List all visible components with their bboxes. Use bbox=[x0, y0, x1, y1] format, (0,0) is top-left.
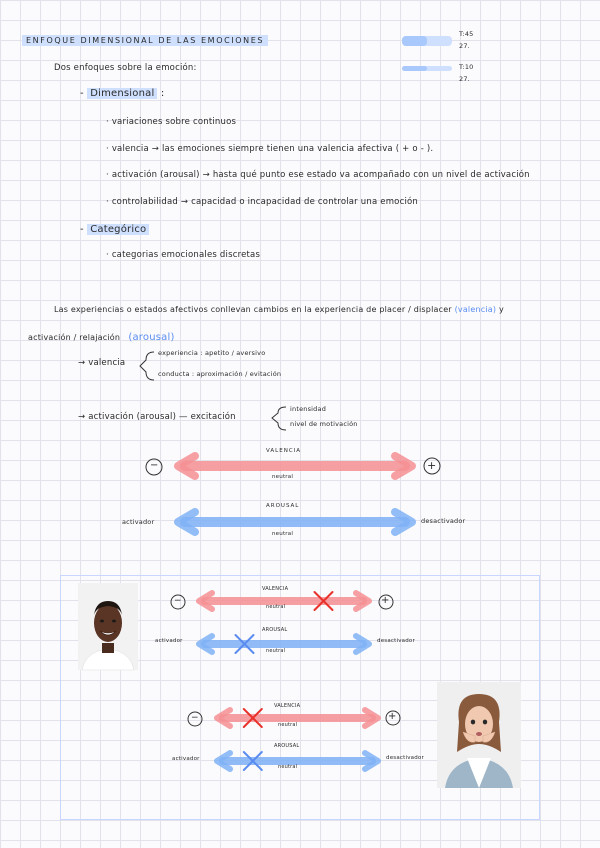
dimensional-bullet-3: · activación (arousal) → hasta qué punto ese estado va acompañado con un nivel de activación bbox=[106, 170, 530, 180]
arousal-tag: (arousal) bbox=[128, 332, 175, 343]
valencia-scale-title: VALENCIA bbox=[266, 448, 302, 454]
example1-valencia-title: VALENCIA bbox=[262, 586, 289, 592]
example1-valencia-neutral: neutral bbox=[266, 604, 286, 610]
example2-minus: − bbox=[191, 713, 199, 723]
time-2-label: T:10 bbox=[459, 63, 474, 71]
valencia-branch-1: experiencia : apetito / aversivo bbox=[158, 349, 266, 357]
time-1-percent: 27. bbox=[459, 42, 470, 50]
intro-text: Dos enfoques sobre la emoción: bbox=[54, 63, 197, 73]
paragraph-text-2: activación / relajación bbox=[28, 333, 121, 342]
time-1-label: T:45 bbox=[459, 30, 474, 38]
activacion-label-text: activación (arousal) — excitación bbox=[88, 412, 236, 422]
bullet-text: categorias emocionales discretas bbox=[111, 250, 261, 260]
categorico-heading-label: Categórico bbox=[87, 224, 149, 235]
arousal-left-label: activador bbox=[122, 518, 155, 526]
bullet-text: variaciones sobre continuos bbox=[111, 117, 237, 127]
categorico-heading: - Categórico bbox=[80, 224, 149, 235]
dimensional-heading: - Dimensional : bbox=[80, 88, 165, 99]
valencia-tag: (valencia) bbox=[454, 305, 497, 314]
valencia-tree-label: → valencia bbox=[78, 358, 126, 368]
time-2-percent: 27. bbox=[459, 75, 470, 83]
bullet-text: valencia → las emociones siempre tienen una valencia afectiva ( + o - ). bbox=[111, 144, 434, 154]
example1-minus: − bbox=[174, 596, 182, 606]
example1-left-label: activador bbox=[155, 638, 183, 644]
example2-arousal-title: AROUSAL bbox=[274, 743, 300, 749]
example1-right-label: desactivador bbox=[377, 638, 415, 644]
paragraph-text: Las experiencias o estados afectivos conllevan cambios en la experiencia de placer / displacer bbox=[54, 305, 452, 314]
dimensional-bullet-4: · controlabilidad → capacidad o incapacidad de controlar una emoción bbox=[106, 197, 419, 207]
arousal-right-label: desactivador bbox=[421, 517, 466, 525]
valencia-branch-2: conducta : aproximación / evitación bbox=[158, 370, 282, 378]
dimensional-heading-label: Dimensional bbox=[87, 88, 157, 99]
categorico-bullet-1: · categorias emocionales discretas bbox=[106, 250, 261, 260]
example1-arousal-neutral: neutral bbox=[266, 648, 286, 654]
dimensional-bullet-1: · variaciones sobre continuos bbox=[106, 117, 237, 127]
arousal-scale-neutral: neutral bbox=[272, 531, 294, 537]
bullet-text: controlabilidad → capacidad o incapacidad de controlar una emoción bbox=[111, 197, 419, 207]
plus-symbol: + bbox=[427, 459, 437, 472]
example2-right-label: desactivador bbox=[386, 755, 424, 761]
activacion-branch-1: intensidad bbox=[290, 405, 327, 413]
example2-plus: + bbox=[388, 711, 397, 722]
activacion-tree-label: → activación (arousal) — excitación bbox=[78, 412, 236, 422]
bullet-text: activación (arousal) → hasta qué punto ese estado va acompañado con un nivel de activación bbox=[111, 170, 530, 180]
arousal-scale-title: AROUSAL bbox=[266, 503, 300, 509]
dimensional-bullet-2: · valencia → las emociones siempre tienen una valencia afectiva ( + o - ). bbox=[106, 144, 434, 154]
valencia-scale-neutral: neutral bbox=[272, 474, 294, 480]
example2-valencia-neutral: neutral bbox=[278, 722, 298, 728]
valencia-label-text: valencia bbox=[88, 358, 126, 368]
example1-plus: + bbox=[381, 595, 390, 606]
example2-left-label: activador bbox=[172, 756, 200, 762]
paragraph-y: y bbox=[498, 305, 504, 314]
example1-arousal-title: AROUSAL bbox=[262, 627, 288, 633]
dimensional-colon: : bbox=[160, 88, 165, 99]
example2-arousal-neutral: neutral bbox=[278, 764, 298, 770]
example2-valencia-title: VALENCIA bbox=[274, 703, 301, 709]
page-title: ENFOQUE DIMENSIONAL DE LAS EMOCIONES bbox=[22, 35, 268, 46]
activacion-branch-2: nivel de motivación bbox=[290, 420, 358, 428]
minus-symbol: − bbox=[150, 460, 159, 471]
